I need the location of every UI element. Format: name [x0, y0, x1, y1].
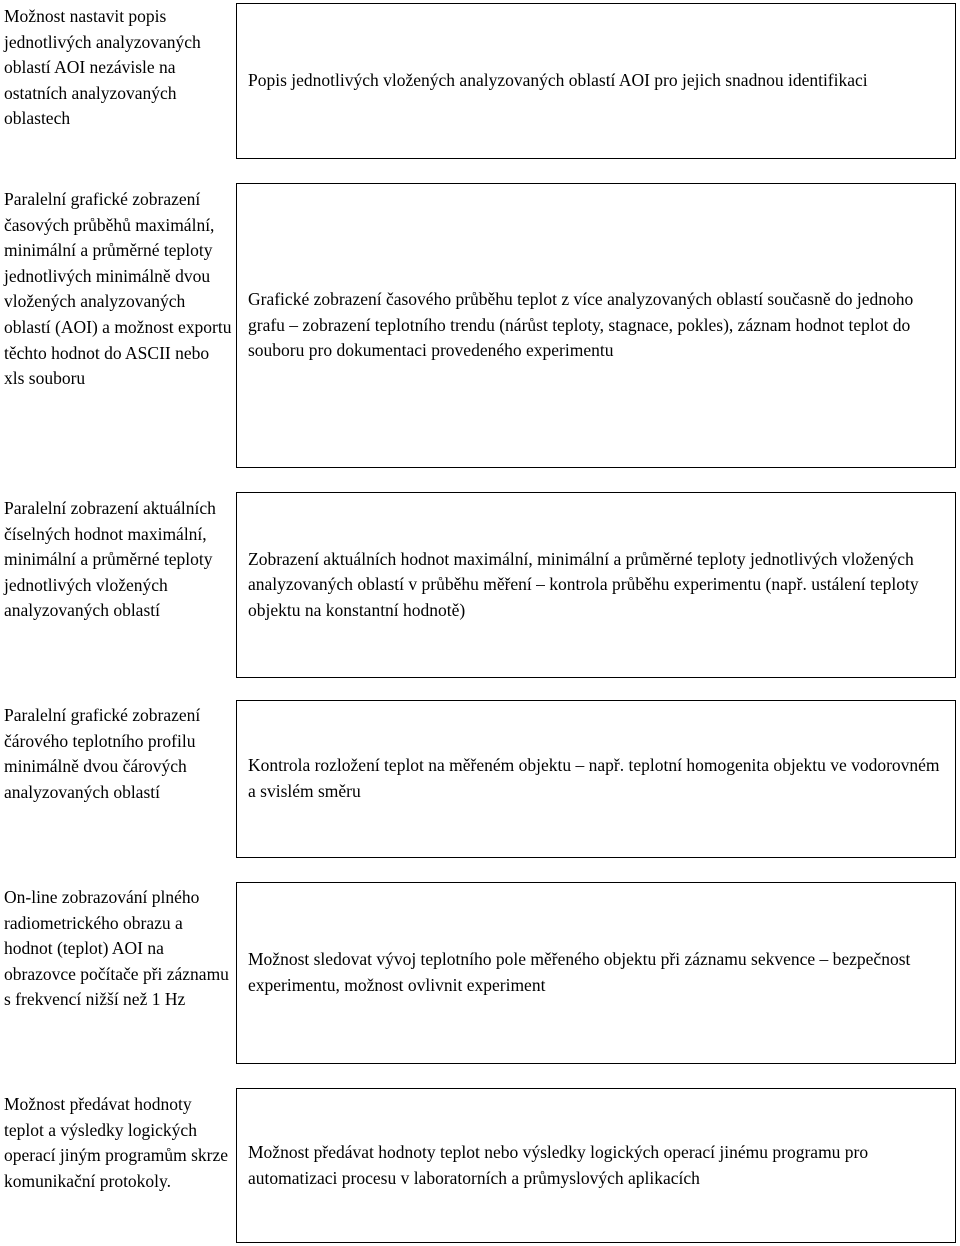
description-text-4: Kontrola rozložení teplot na měřeném objektu – např. teplotní homogenita objektu ve vodorovném a svislém směru: [248, 755, 940, 801]
feature-text-2: Paralelní grafické zobrazení časových průběhů maximální, minimální a průměrné teploty jednotlivých minimálně dvou vložených analyzovaných oblastí (AOI) a možnost exportu těchto hodnot do ASCII nebo xls souboru: [4, 189, 232, 389]
description-box-5: [236, 882, 956, 1064]
description-box-4: [236, 700, 956, 858]
description-text-3: Zobrazení aktuálních hodnot maximální, minimální a průměrné teploty jednotlivých vložených analyzovaných oblastí v průběhu měření – kontrola průběhu experimentu (např. ustálení teploty objektu na konstantní hodnotě): [248, 548, 919, 620]
feature-text-5: On-line zobrazování plného radiometrického obrazu a hodnot (teplot) AOI na obrazovce počítače při záznamu s frekvencí nižší než 1 Hz: [4, 887, 229, 1010]
description-text-1: Popis jednotlivých vložených analyzovaných oblastí AOI pro jejich snadnou identifikaci: [248, 70, 868, 91]
feature-text-6: Možnost předávat hodnoty teplot a výsledky logických operací jiným programům skrze komunikační protokoly.: [4, 1094, 229, 1191]
description-box-3: [236, 492, 956, 678]
description-text-6: Možnost předávat hodnoty teplot nebo výsledky logických operací jinému programu pro automatizaci procesu v laboratorních a průmyslových aplikacích: [248, 1141, 869, 1188]
description-text-2: Grafické zobrazení časového průběhu teplot z více analyzovaných oblastí současně do jednoho grafu – zobrazení teplotního trendu (nárůst teploty, stagnace, pokles), záznam hodnot teplot do souboru pro dokumentaci provedeného experimentu: [248, 289, 914, 361]
description-box-2: [236, 183, 956, 468]
description-text-5: Možnost sledovat vývoj teplotního pole měřeného objektu při záznamu sekvence – bezpečnost experimentu, možnost ovlivnit experiment: [248, 949, 911, 995]
feature-text-4: Paralelní grafické zobrazení čárového teplotního profilu minimálně dvou čárových analyzovaných oblastí: [4, 705, 201, 802]
feature-text-1: Možnost nastavit popis jednotlivých analyzovaných oblastí AOI nezávisle na ostatních analyzovaných oblastech: [4, 6, 201, 129]
feature-text-3: Paralelní zobrazení aktuálních číselných hodnot maximální, minimální a průměrné teploty jednotlivých vložených analyzovaných oblastí: [4, 498, 216, 621]
description-box-1: [236, 3, 956, 159]
description-box-6: [236, 1088, 956, 1243]
